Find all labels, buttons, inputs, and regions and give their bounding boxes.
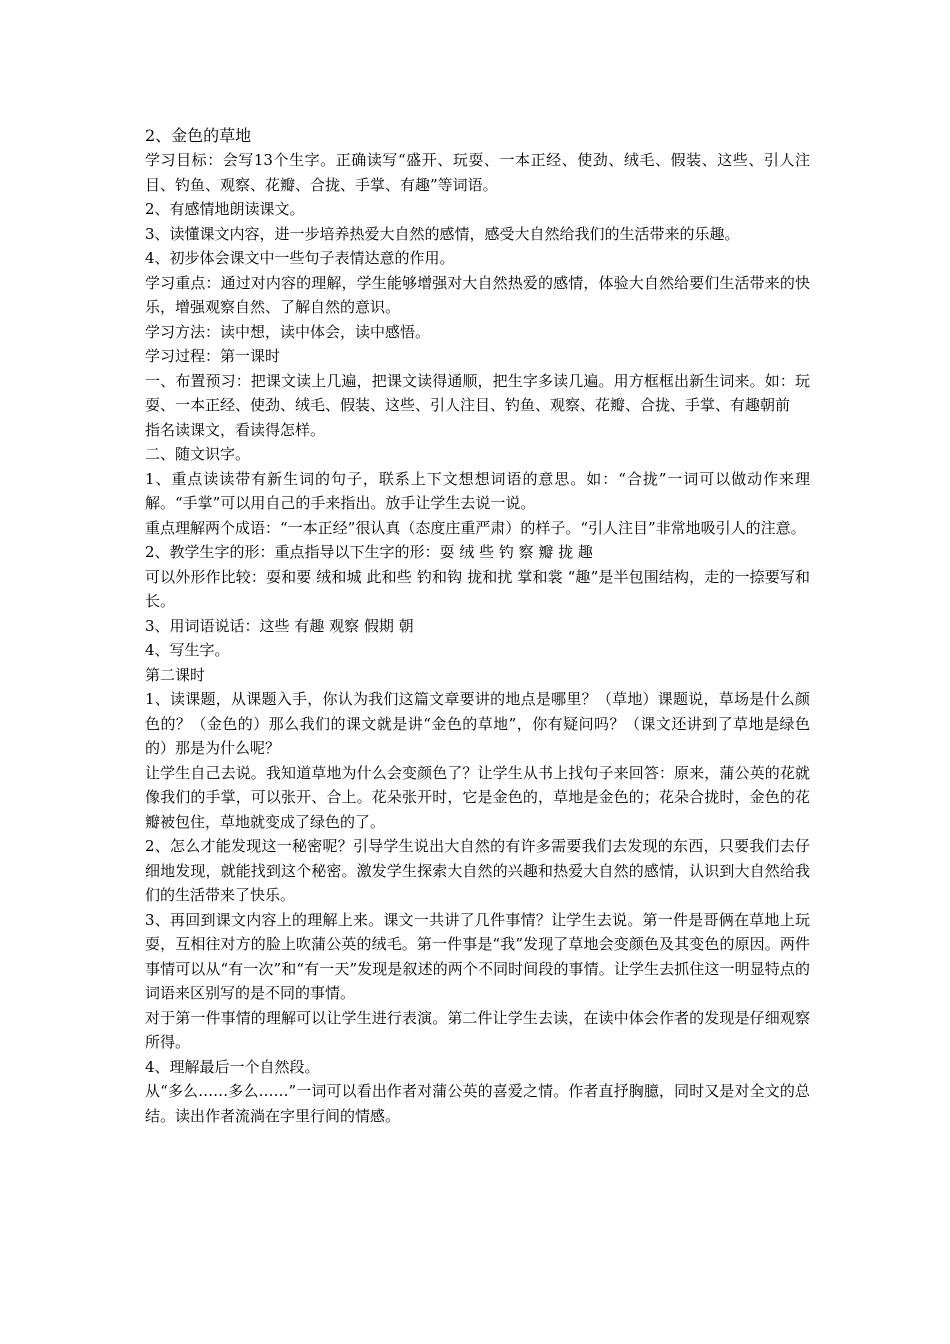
paragraph-process-lesson-1: 学习过程：第一课时 bbox=[145, 347, 281, 365]
paragraph-learning-goal: 学习目标：会写13个生字。正确读写“盛开、玩耍、一本正经、使劲、绒毛、假装、这些、引人注目、钓鱼、观察、花瓣、合拢、手掌、有趣”等词语。 bbox=[145, 151, 810, 194]
paragraph-performance: 对于第一件事情的理解可以让学生进行表演。第二件让学生去读，在读中体会作者的发现是仔细观察所得。 bbox=[145, 1008, 810, 1051]
paragraph-goal-4: 4、初步体会课文中一些句子表情达意的作用。 bbox=[145, 249, 455, 267]
paragraph-key-points: 学习重点：通过对内容的理解，学生能够增强对大自然热爱的感情，体验大自然给要们生活带来的快乐，增强观察自然、了解自然的意识。 bbox=[145, 273, 810, 316]
paragraph-conclusion: 从“多么……多么……”一词可以看出作者对蒲公英的喜爱之情。作者直抒胸臆，同时又是对全文的总结。读出作者流淌在字里行间的情感。 bbox=[145, 1082, 810, 1125]
paragraph-character-shapes: 2、教学生字的形：重点指导以下生字的形：耍 绒 些 钓 察 瓣 拢 趣 bbox=[145, 543, 593, 561]
paragraph-students-explain: 让学生自己去说。我知道草地为什么会变颜色了？让学生从书上找句子来回答：原来，蒲公英的花就像我们的手掌，可以张开、合上。花朵张开时，它是金色的，草地是金色的；花朵合拢时，金色的花瓣被包住，草地就变成了绿色的了。 bbox=[145, 763, 810, 831]
paragraph-goal-3: 3、读懂课文内容，进一步培养热爱大自然的感情，感受大自然给我们的生活带来的乐趣。 bbox=[145, 224, 740, 243]
paragraph-goal-2: 2、有感情地朗读课文。 bbox=[145, 200, 305, 218]
paragraph-preview: 一、布置预习：把课文读上几遍，把课文读得通顺，把生字多读几遍。用方框框出新生词来。如：玩耍、一本正经、使劲、绒毛、假装、这些、引人注目、钓鱼、观察、花瓣、合拢、手掌、有趣朝前 bbox=[145, 371, 810, 414]
document-page bbox=[145, 124, 810, 1128]
paragraph-key-sentences: 1、重点读读带有新生词的句子，联系上下文想想词语的意思。如：“合拢”一词可以做动作来理解。“手掌”可以用自己的手来指出。放手让学生去说一说。 bbox=[145, 469, 810, 512]
paragraph-read-title: 1、读课题，从课题入手，你认为我们这篇文章要讲的地点是哪里？（草地）课题说，草场是什么颜色的？（金色的）那么我们的课文就是讲“金色的草地”，你有疑问吗？（课文还讲到了草地是绿色的）那是为什么呢？ bbox=[145, 690, 810, 757]
paragraph-word-usage: 3、用词语说话：这些 有趣 观察 假期 朝 bbox=[145, 616, 414, 635]
document-title: 2、金色的草地 bbox=[145, 126, 252, 145]
paragraph-lesson-2: 第二课时 bbox=[145, 665, 206, 684]
paragraph-last-section: 4、理解最后一个自然段。 bbox=[145, 1057, 320, 1076]
paragraph-idioms: 重点理解两个成语：“一本正经”很认真（态度庄重严肃）的样子。“引人注目”非常地吸引人的注意。 bbox=[145, 518, 806, 537]
paragraph-write-characters: 4、写生字。 bbox=[145, 641, 230, 659]
paragraph-two-events: 3、再回到课文内容上的理解上来。课文一共讲了几件事情？让学生去说。第一件是哥俩在草地上玩耍，互相往对方的脸上吹蒲公英的绒毛。第一件事是“我”发现了草地会变颜色及其变色的原因。两件事情可以从“有一次”和“有一天”发现是叙述的两个不同时间段的事情。让学生去抓住这一明显特点的词语来区别写的是不同的事情。 bbox=[145, 910, 810, 1002]
paragraph-discover-secret: 2、怎么才能发现这一秘密呢？引导学生说出大自然的有许多需要我们去发现的东西，只要我们去仔细地发现，就能找到这个秘密。激发学生探索大自然的兴趣和热爱大自然的感情，认识到大自然给我们的生活带来了快乐。 bbox=[145, 837, 810, 904]
paragraph-section-2: 二、随文识字。 bbox=[145, 445, 251, 463]
paragraph-read-aloud: 指名读课文，看读得怎样。 bbox=[145, 420, 326, 439]
paragraph-comparison: 可以外形作比较：耍和要 绒和城 此和些 钓和钩 拢和扰 掌和裳 “趣”是半包围结构，走的一捺要写和长。 bbox=[145, 567, 810, 610]
paragraph-method: 学习方法：读中想，读中体会，读中感悟。 bbox=[145, 322, 431, 341]
